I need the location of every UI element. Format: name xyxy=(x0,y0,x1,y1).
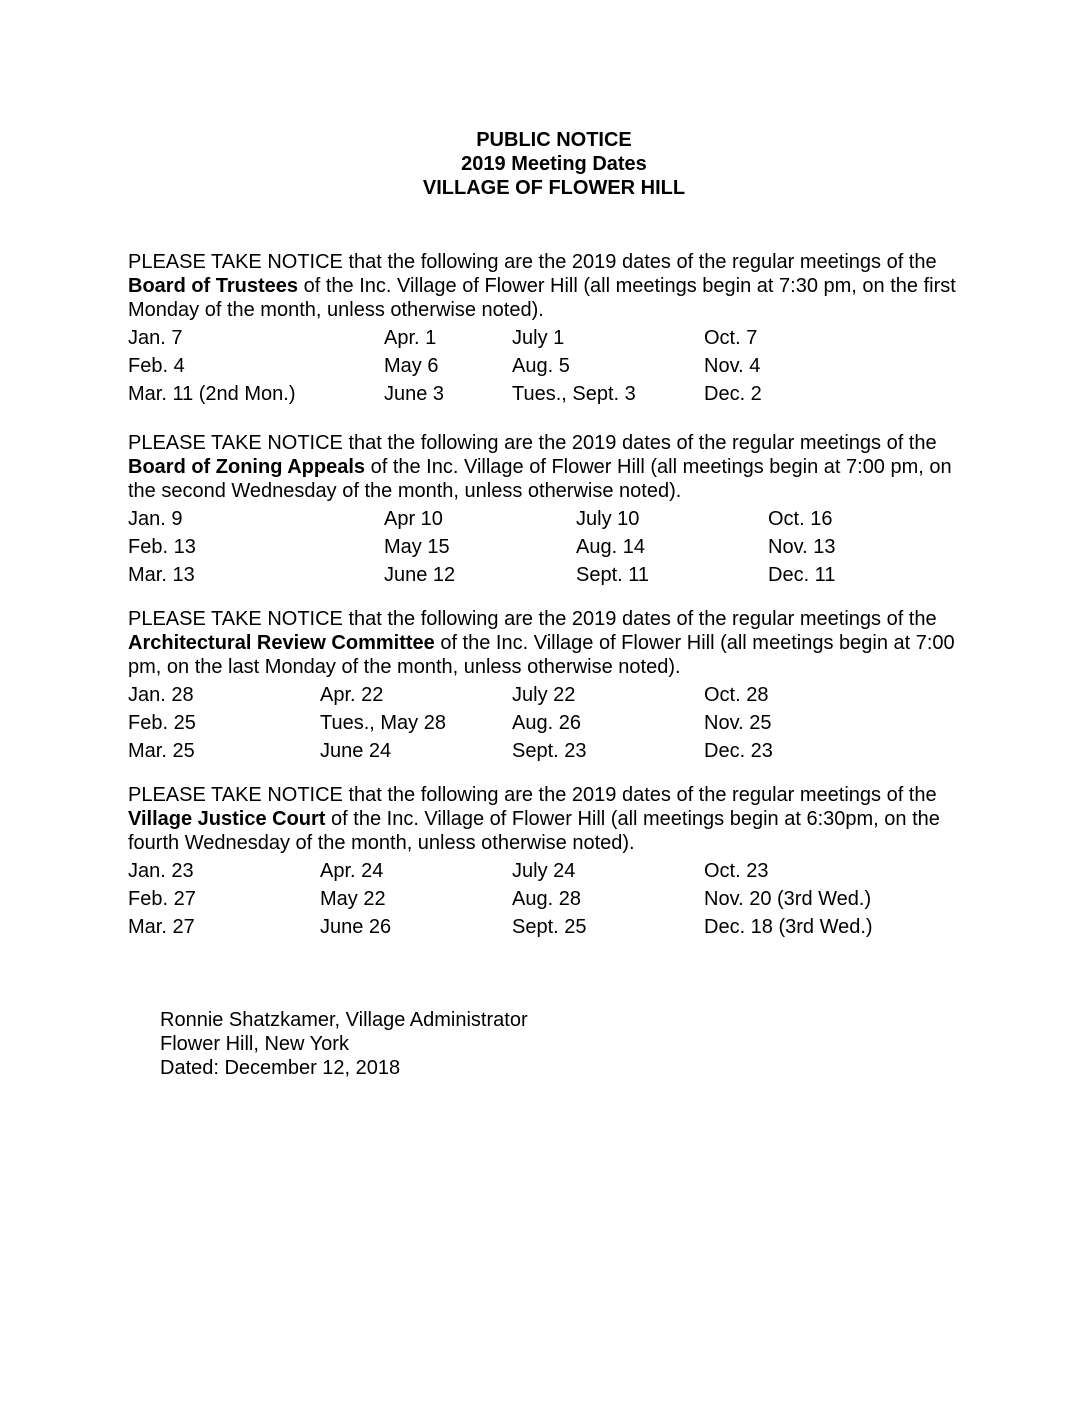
notice-text-post: of the Inc. Village of Flower Hill (all meetings begin at 7:30 pm, on the first Monday of the month, unless otherwise noted). xyxy=(128,275,956,321)
notice-subtitle: 2019 Meeting Dates xyxy=(461,153,647,175)
signatory-name: Ronnie Shatzkamer, Village Administrator xyxy=(160,1009,528,1031)
date-cell: Sept. 11 xyxy=(576,564,650,586)
meeting-dates-table xyxy=(128,324,968,408)
date-cell: June 26 xyxy=(320,916,392,938)
date-cell: Tues., Sept. 3 xyxy=(512,383,636,405)
date-cell: Mar. 25 xyxy=(128,740,195,762)
date-cell: Dec. 11 xyxy=(768,564,836,586)
date-cell: Nov. 20 (3rd Wed.) xyxy=(704,888,872,910)
table-row xyxy=(128,737,968,765)
date-cell: May 22 xyxy=(320,888,386,910)
date-cell: Jan. 7 xyxy=(128,327,183,349)
notice-title: PUBLIC NOTICE xyxy=(476,129,632,151)
date-cell: Aug. 14 xyxy=(576,536,645,558)
table-row xyxy=(128,533,968,561)
date-cell: Dec. 23 xyxy=(704,740,773,762)
meeting-dates-table xyxy=(128,681,968,765)
date-cell: June 24 xyxy=(320,740,392,762)
date-cell: Nov. 25 xyxy=(704,712,772,734)
notice-text-post: of the Inc. Village of Flower Hill (all meetings begin at 7:00 pm, on the last Monday of the month, unless otherwise noted). xyxy=(128,632,955,678)
date-cell: May 6 xyxy=(384,355,439,377)
date-cell: Oct. 28 xyxy=(704,684,769,706)
section-notice-paragraph xyxy=(128,783,968,855)
notice-text-pre: PLEASE TAKE NOTICE that the following are the 2019 dates of the regular meetings of the xyxy=(128,432,937,454)
table-row xyxy=(128,885,968,913)
notice-text-post: of the Inc. Village of Flower Hill (all meetings begin at 7:00 pm, on the second Wednesday of the month, unless otherwise noted). xyxy=(128,456,952,502)
table-row xyxy=(128,681,968,709)
signatory-location: Flower Hill, New York xyxy=(160,1033,349,1055)
section-notice-paragraph xyxy=(128,431,968,503)
date-cell: Dec. 18 (3rd Wed.) xyxy=(704,916,873,938)
dated-line: Dated: December 12, 2018 xyxy=(160,1057,401,1079)
notice-text-pre: PLEASE TAKE NOTICE that the following are the 2019 dates of the regular meetings of the xyxy=(128,251,937,273)
date-cell: Apr 10 xyxy=(384,508,443,530)
date-cell: Feb. 13 xyxy=(128,536,196,558)
date-cell: Mar. 11 (2nd Mon.) xyxy=(128,383,296,405)
date-cell: July 24 xyxy=(512,860,576,882)
table-row xyxy=(128,352,968,380)
date-cell: Mar. 27 xyxy=(128,916,195,938)
date-cell: June 12 xyxy=(384,564,456,586)
date-cell: Aug. 28 xyxy=(512,888,581,910)
date-cell: Sept. 23 xyxy=(512,740,587,762)
date-cell: Jan. 23 xyxy=(128,860,194,882)
board-name: Board of Zoning Appeals xyxy=(128,456,366,478)
section-board-of-zoning-appeals xyxy=(128,431,968,589)
date-cell: Oct. 16 xyxy=(768,508,833,530)
date-cell: Mar. 13 xyxy=(128,564,195,586)
date-cell: Apr. 24 xyxy=(320,860,384,882)
date-cell: Aug. 5 xyxy=(512,355,570,377)
date-cell: Dec. 2 xyxy=(704,383,762,405)
table-row xyxy=(128,913,968,941)
date-cell: July 1 xyxy=(512,327,565,349)
notice-text-pre: PLEASE TAKE NOTICE that the following are the 2019 dates of the regular meetings of the xyxy=(128,784,937,806)
section-notice-paragraph xyxy=(128,607,968,679)
village-name: VILLAGE OF FLOWER HILL xyxy=(422,177,686,199)
notice-header xyxy=(10,128,1088,200)
date-cell: Nov. 4 xyxy=(704,355,761,377)
section-architectural-review-committee xyxy=(128,607,968,765)
table-row xyxy=(128,380,968,408)
date-cell: Tues., May 28 xyxy=(320,712,446,734)
date-cell: May 15 xyxy=(384,536,450,558)
meeting-dates-table xyxy=(128,857,968,941)
date-cell: Apr. 1 xyxy=(384,327,437,349)
date-cell: Jan. 28 xyxy=(128,684,194,706)
table-row xyxy=(128,324,968,352)
table-row xyxy=(128,709,968,737)
date-cell: Jan. 9 xyxy=(128,508,183,530)
section-notice-paragraph xyxy=(128,250,968,322)
date-cell: Feb. 25 xyxy=(128,712,196,734)
notice-text-post: of the Inc. Village of Flower Hill (all meetings begin at 6:30pm, on the fourth Wednesday of the month, unless otherwise noted). xyxy=(128,808,940,854)
date-cell: Nov. 13 xyxy=(768,536,836,558)
notice-text-pre: PLEASE TAKE NOTICE that the following are the 2019 dates of the regular meetings of the xyxy=(128,608,937,630)
date-cell: July 10 xyxy=(576,508,640,530)
board-name: Board of Trustees xyxy=(128,275,299,297)
date-cell: Feb. 4 xyxy=(128,355,185,377)
date-cell: Feb. 27 xyxy=(128,888,196,910)
table-row xyxy=(128,505,968,533)
signature-block xyxy=(160,1008,528,1080)
board-name: Village Justice Court xyxy=(128,808,326,830)
date-cell: Oct. 7 xyxy=(704,327,758,349)
date-cell: Oct. 23 xyxy=(704,860,769,882)
table-row xyxy=(128,857,968,885)
date-cell: June 3 xyxy=(384,383,445,405)
date-cell: July 22 xyxy=(512,684,576,706)
section-village-justice-court xyxy=(128,783,968,941)
board-name: Architectural Review Committee xyxy=(128,632,435,654)
meeting-dates-table xyxy=(128,505,968,589)
section-board-of-trustees xyxy=(128,250,968,408)
date-cell: Aug. 26 xyxy=(512,712,581,734)
table-row xyxy=(128,561,968,589)
date-cell: Sept. 25 xyxy=(512,916,587,938)
date-cell: Apr. 22 xyxy=(320,684,384,706)
